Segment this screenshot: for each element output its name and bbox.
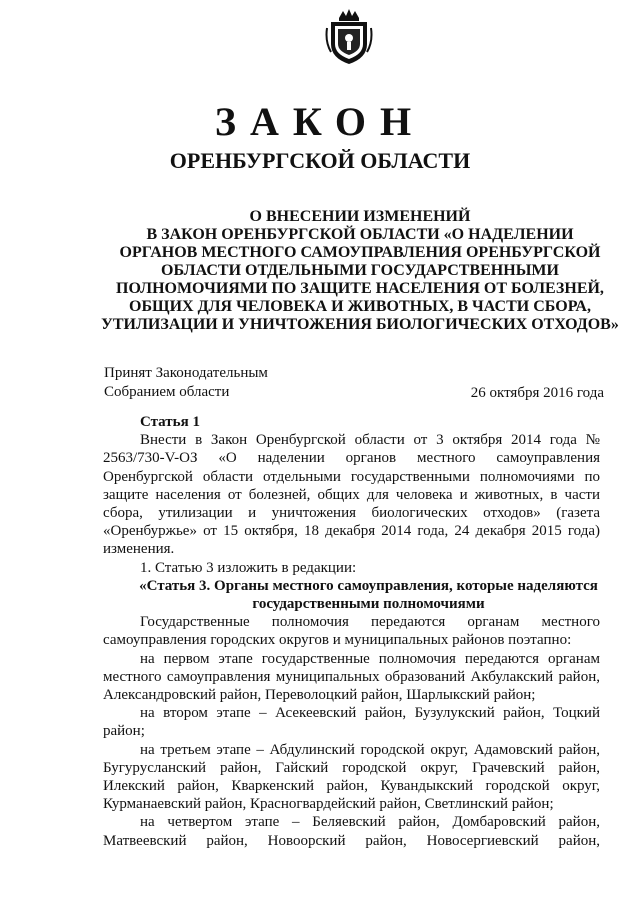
adoption-date: 26 октября 2016 года: [470, 385, 604, 401]
law-body: [103, 413, 600, 850]
stage-1-paragraph: на первом этапе государственные полномочия передаются органам местного самоуправления муниципальных образований Акбулакский район, Александровский район, Переволоцкий район, Шарлыкский район;: [103, 650, 600, 704]
subject-line: ПОЛНОМОЧИЯМИ ПО ЗАЩИТЕ НАСЕЛЕНИЯ ОТ БОЛЕЗНЕЙ,: [116, 280, 604, 297]
article-1-heading: Статья 1: [140, 414, 200, 430]
subject-line: О ВНЕСЕНИИ ИЗМЕНЕНИЙ: [249, 208, 471, 225]
stage-4-paragraph: на четвертом этапе – Беляевский район, Домбаровский район, Матвеевский район, Новоорский район, Новосергиевский район,: [103, 814, 600, 849]
amendment-item-1: 1. Статью 3 изложить в редакции:: [140, 559, 357, 576]
subject-line: ОРГАНОВ МЕСТНОГО САМОУПРАВЛЕНИЯ ОРЕНБУРГСКОЙ: [119, 244, 601, 261]
law-subject: [100, 208, 620, 334]
adoption-authority: [104, 364, 268, 402]
stage-3-paragraph: на третьем этапе – Абдулинский городской округ, Адамовский район, Бугурусланский район, Гайский городской округ, Грачевский район, Илекский район, Кваркенский район, Кувандыкский городской округ, Курманаевский район, Красногвардейский район, Светлинский район;: [103, 741, 600, 813]
subject-line: В ЗАКОН ОРЕНБУРГСКОЙ ОБЛАСТИ «О НАДЕЛЕНИИ: [146, 226, 574, 243]
subject-line: УТИЛИЗАЦИИ И УНИЧТОЖЕНИЯ БИОЛОГИЧЕСКИХ ОТХОДОВ»: [101, 316, 619, 333]
article-3-heading: «Статья 3. Органы местного самоуправления, которые наделяются государственными полномочиями: [139, 577, 598, 613]
coat-of-arms-emblem: [325, 8, 373, 66]
subject-line: ОБЩИХ ДЛЯ ЧЕЛОВЕКА И ЖИВОТНЫХ, В ЧАСТИ СБОРА,: [129, 298, 591, 315]
article-1-text: Внести в Закон Оренбургской области от 3 октября 2014 года № 2563/730-V-ОЗ «О наделении органов местного самоуправления Оренбургской области отдельными государственными полномочиями по защите населения от болезней, общих для человека и животных, в части сбора, утилизации и уничтожения биологических отходов» (газета «Оренбуржье» от 15 октября, 18 декабря 2014 года, 24 декабря 2015 года) изменения.: [103, 432, 600, 558]
adoption-line: Принят Законодательным: [104, 365, 268, 381]
stage-2-paragraph: на втором этапе – Асекеевский район, Бузулукский район, Тоцкий район;: [103, 705, 600, 740]
law-title: ЗАКОН: [214, 99, 426, 144]
adoption-line: Собранием области: [104, 384, 230, 400]
region-title: ОРЕНБУРГСКОЙ ОБЛАСТИ: [169, 148, 471, 173]
article-3-intro: Государственные полномочия передаются органам местного самоуправления городских округов и муниципальных районов поэтапно:: [103, 614, 600, 649]
subject-line: ОБЛАСТИ ОТДЕЛЬНЫМИ ГОСУДАРСТВЕННЫМИ: [161, 262, 559, 279]
